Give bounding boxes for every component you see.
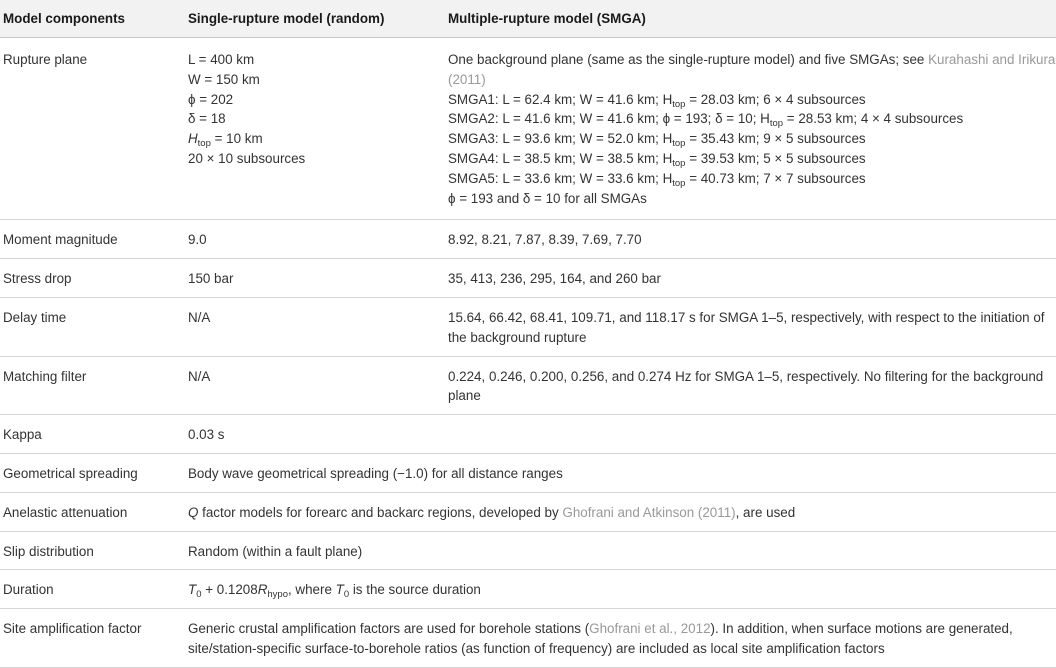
table-row-anelastic-attenuation xyxy=(0,492,1056,531)
table-header-row xyxy=(0,0,1056,38)
table-row-slip-distribution xyxy=(0,531,1056,570)
row-label: Kappa xyxy=(0,415,185,454)
citation-link[interactable]: Ghofrani et al., 2012 xyxy=(589,621,711,637)
single-value: N/A xyxy=(185,356,445,415)
single-length: L = 400 km xyxy=(188,52,255,67)
smga5-line: SMGA5: L = 33.6 km; W = 33.6 km; $H_{top} = 40.73$ km; 7 × 7 subsources xyxy=(448,170,866,189)
single-rupture-plane-cell xyxy=(185,38,445,220)
table-row-moment-magnitude xyxy=(0,220,1056,259)
row-label: Rupture plane xyxy=(0,38,185,220)
row-label: Geometrical spreading xyxy=(0,453,185,492)
single-value: 150 bar xyxy=(185,259,445,298)
multiple-intro: One background plane (same as the single-rupture model) and five SMGAs; see Kurahashi and Irikura (2011) xyxy=(448,52,1056,87)
table-row-kappa xyxy=(0,415,1056,454)
single-width: W = 150 km xyxy=(188,71,260,87)
smga1-line: SMGA1: L = 62.4 km; W = 41.6 km; $H_{top} = 28.03$ km; 6 × 4 subsources xyxy=(448,91,866,110)
table-row-duration xyxy=(0,570,1056,609)
smga4-line: SMGA4: L = 38.5 km; W = 38.5 km; $H_{top} = 39.53$ km; 5 × 5 subsources xyxy=(448,150,866,169)
multiple-value: 0.224, 0.246, 0.200, 0.256, and 0.274 Hz for SMGA 1–5, respectively. No filtering for the background plane xyxy=(445,356,1056,415)
row-label: Matching filter xyxy=(0,356,185,415)
table-row-stress-drop xyxy=(0,259,1056,298)
smga-all-line: ϕ = 193 and δ = 10 for all SMGAs xyxy=(448,190,647,206)
multiple-value: 15.64, 66.42, 68.41, 109.71, and 118.17 s for SMGA 1–5, respectively, with respect to the initiation of the background rupture xyxy=(445,297,1056,356)
row-label: Stress drop xyxy=(0,259,185,298)
multiple-rupture-plane-cell xyxy=(445,38,1056,220)
smga3-line: SMGA3: L = 93.6 km; W = 52.0 km; $H_{top} = 35.43$ km; 9 × 5 subsources xyxy=(448,131,866,150)
shared-value: Body wave geometrical spreading (−1.0) for all distance ranges xyxy=(185,453,1056,492)
header-multiple-rupture: Multiple-rupture model (SMGA) xyxy=(445,0,1056,38)
multiple-value: 8.92, 8.21, 7.87, 8.39, 7.69, 7.70 xyxy=(445,220,1056,259)
smga2-line: SMGA2: L = 41.6 km; W = 41.6 km; ϕ = 193; δ = 10; $H_{top} = 28.53$ km; 4 × 4 subsources xyxy=(448,111,964,130)
shared-value: $T_0 + 0.1208R_{hypo}$, where $T_0$ is the source duration xyxy=(185,570,1056,609)
single-subsources: 20 × 10 subsources xyxy=(188,150,306,166)
single-value: 9.0 xyxy=(185,220,445,259)
citation-link[interactable]: Kurahashi and Irikura (2011) xyxy=(448,52,1056,87)
row-label: Moment magnitude xyxy=(0,220,185,259)
single-top-depth: $H_{top} = 10$ km xyxy=(188,131,263,150)
table-row-geometrical-spreading xyxy=(0,453,1056,492)
shared-value: Q factor models for forearc and backarc regions, developed by Ghofrani and Atkinson (2011), are used xyxy=(185,492,1056,531)
single-strike: ϕ = 202 xyxy=(188,91,234,107)
citation-link[interactable]: Ghofrani and Atkinson (2011) xyxy=(562,504,736,520)
shared-value: 0.03 s xyxy=(185,415,1056,454)
multiple-value: 35, 413, 236, 295, 164, and 260 bar xyxy=(445,259,1056,298)
row-label: Slip distribution xyxy=(0,531,185,570)
shared-value: Random (within a fault plane) xyxy=(185,531,1056,570)
table-row-site-amplification xyxy=(0,609,1056,668)
single-dip: δ = 18 xyxy=(188,111,226,127)
table-row-rupture-plane xyxy=(0,38,1056,220)
table-row-delay-time xyxy=(0,297,1056,356)
header-model-components: Model components xyxy=(0,0,185,38)
shared-value: Generic crustal amplification factors are used for borehole stations (Ghofrani et al., 2012). In addition, when surface motions are generated, site/station-specific surface-to-borehole ratios (as function of frequency) are included as local site amplification factors xyxy=(185,609,1056,668)
row-label: Anelastic attenuation xyxy=(0,492,185,531)
row-label: Delay time xyxy=(0,297,185,356)
row-label: Site amplification factor xyxy=(0,609,185,668)
single-value: N/A xyxy=(185,297,445,356)
header-single-rupture: Single-rupture model (random) xyxy=(185,0,445,38)
row-label: Duration xyxy=(0,570,185,609)
table-row-matching-filter xyxy=(0,356,1056,415)
